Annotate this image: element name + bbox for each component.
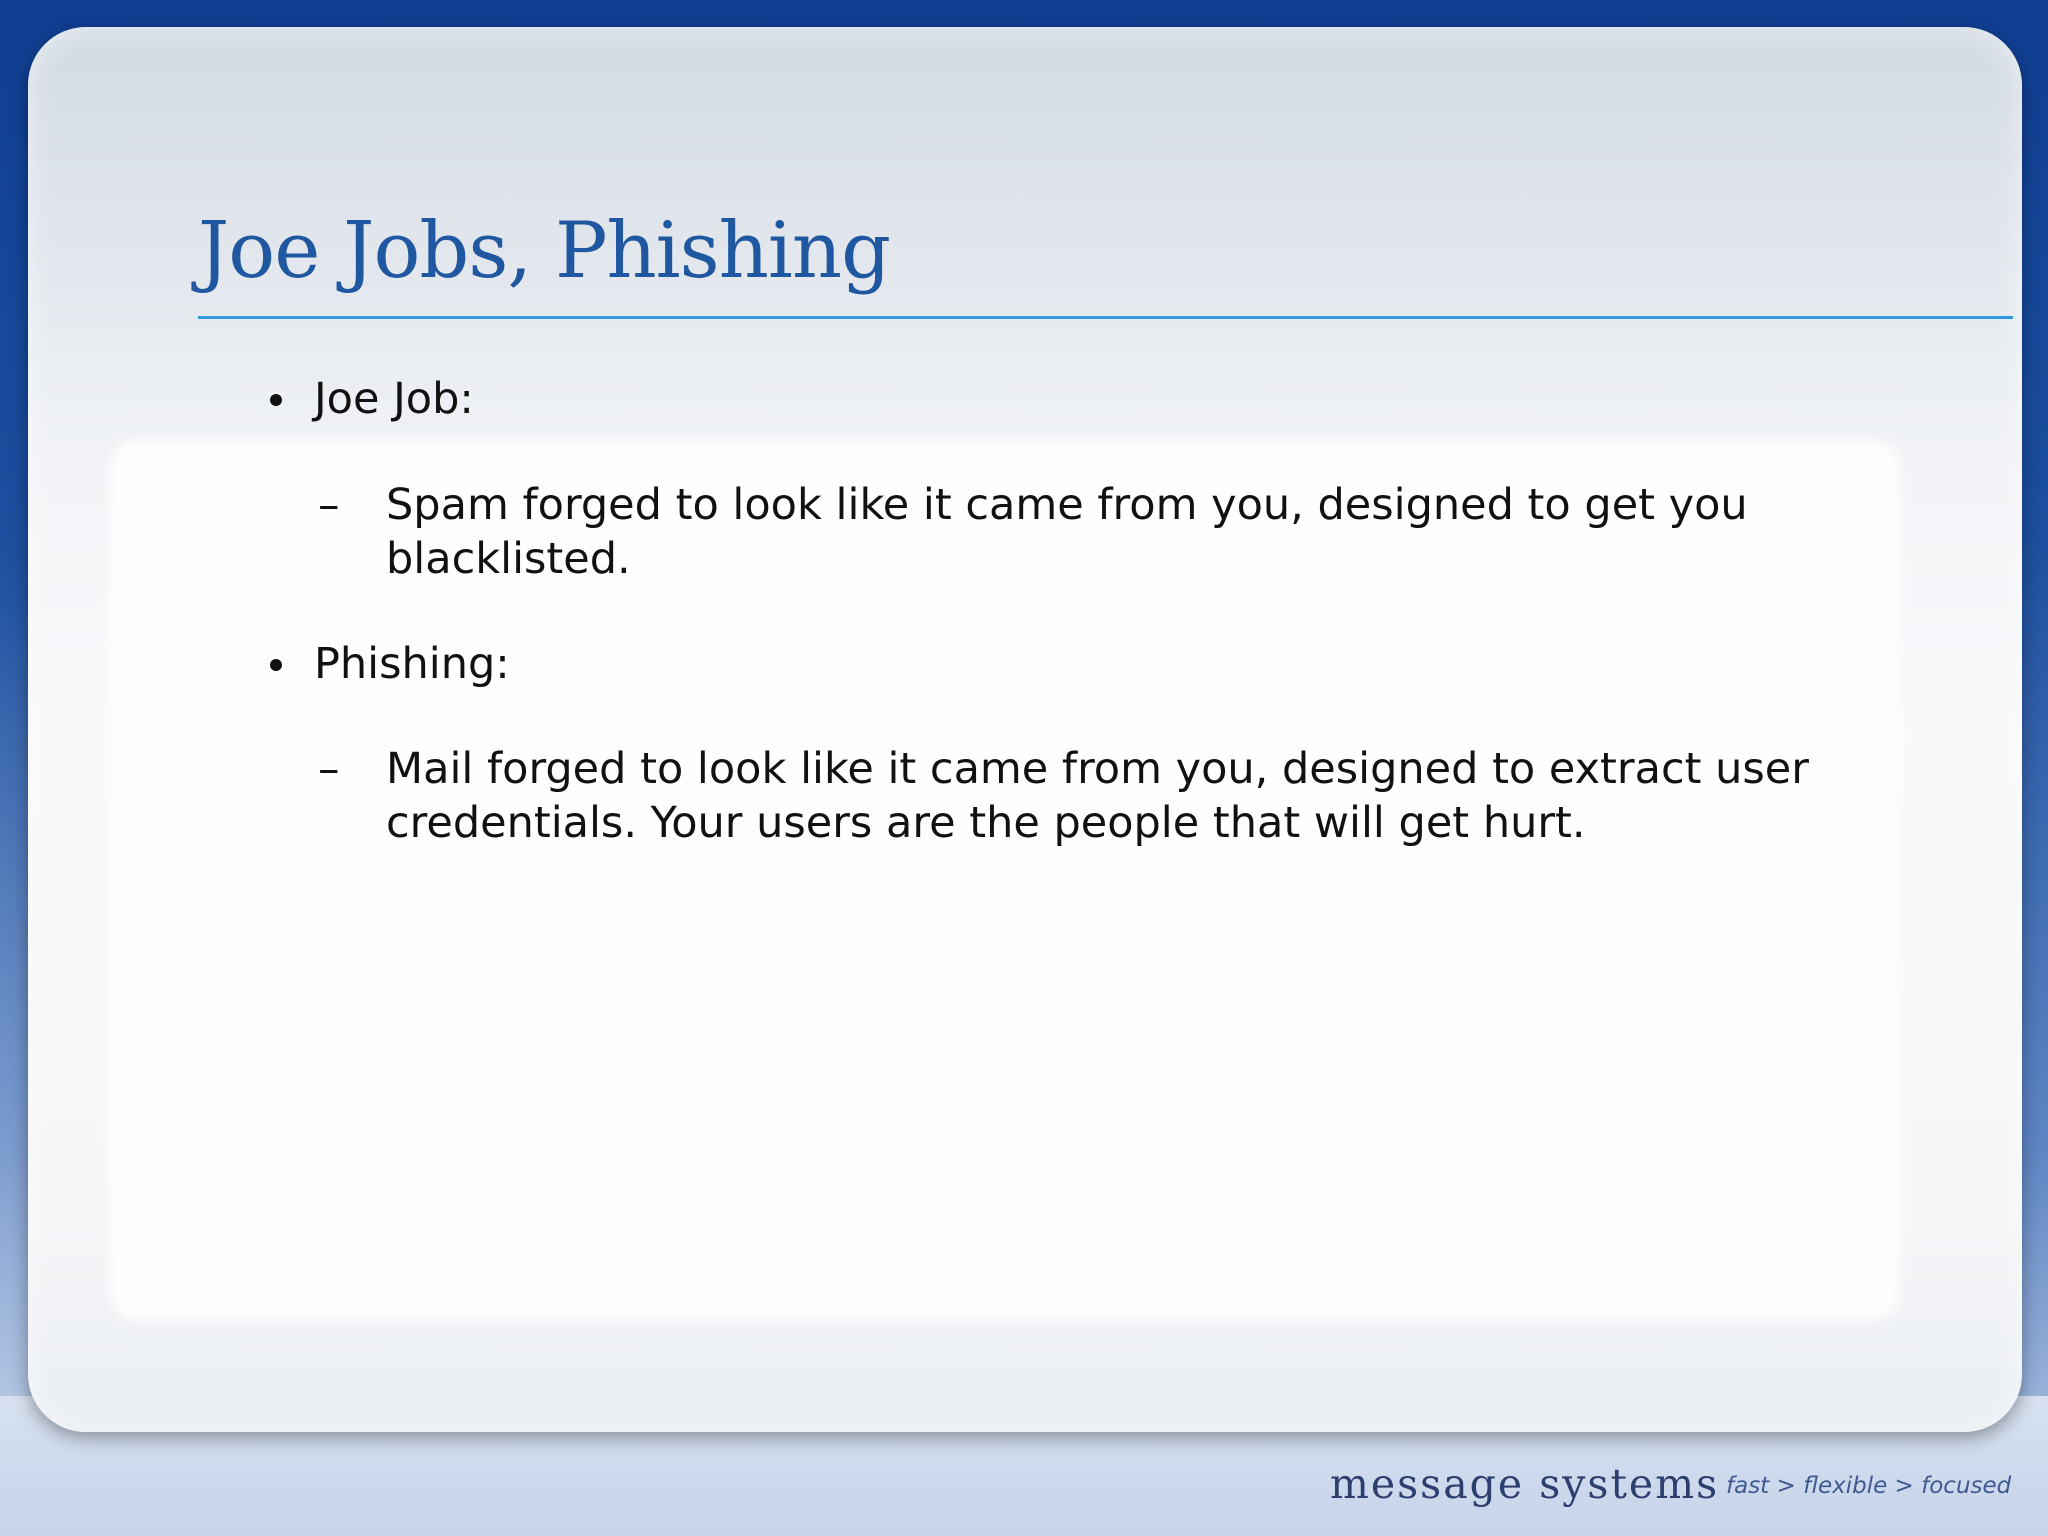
dash-icon: –: [318, 744, 340, 794]
bullet-label: Joe Job:: [314, 374, 474, 424]
title-underline: [198, 316, 2013, 319]
slide-title: Joe Jobs, Phishing: [198, 206, 890, 296]
bullet-dot-icon: [270, 394, 282, 406]
dash-icon: –: [318, 480, 340, 530]
sub-bullet-text: Spam forged to look like it came from you, designed to get you blacklisted.: [386, 480, 1748, 584]
company-logo: message systems: [1330, 1460, 1720, 1508]
bullet-dot-icon: [270, 659, 282, 671]
company-tagline: fast > flexible > focused: [1726, 1473, 2012, 1499]
sub-bullet-text: Mail forged to look like it came from you, designed to extract user credentials. Your users are the people that will get hurt.: [386, 744, 1809, 848]
bullet-label: Phishing:: [314, 639, 510, 689]
